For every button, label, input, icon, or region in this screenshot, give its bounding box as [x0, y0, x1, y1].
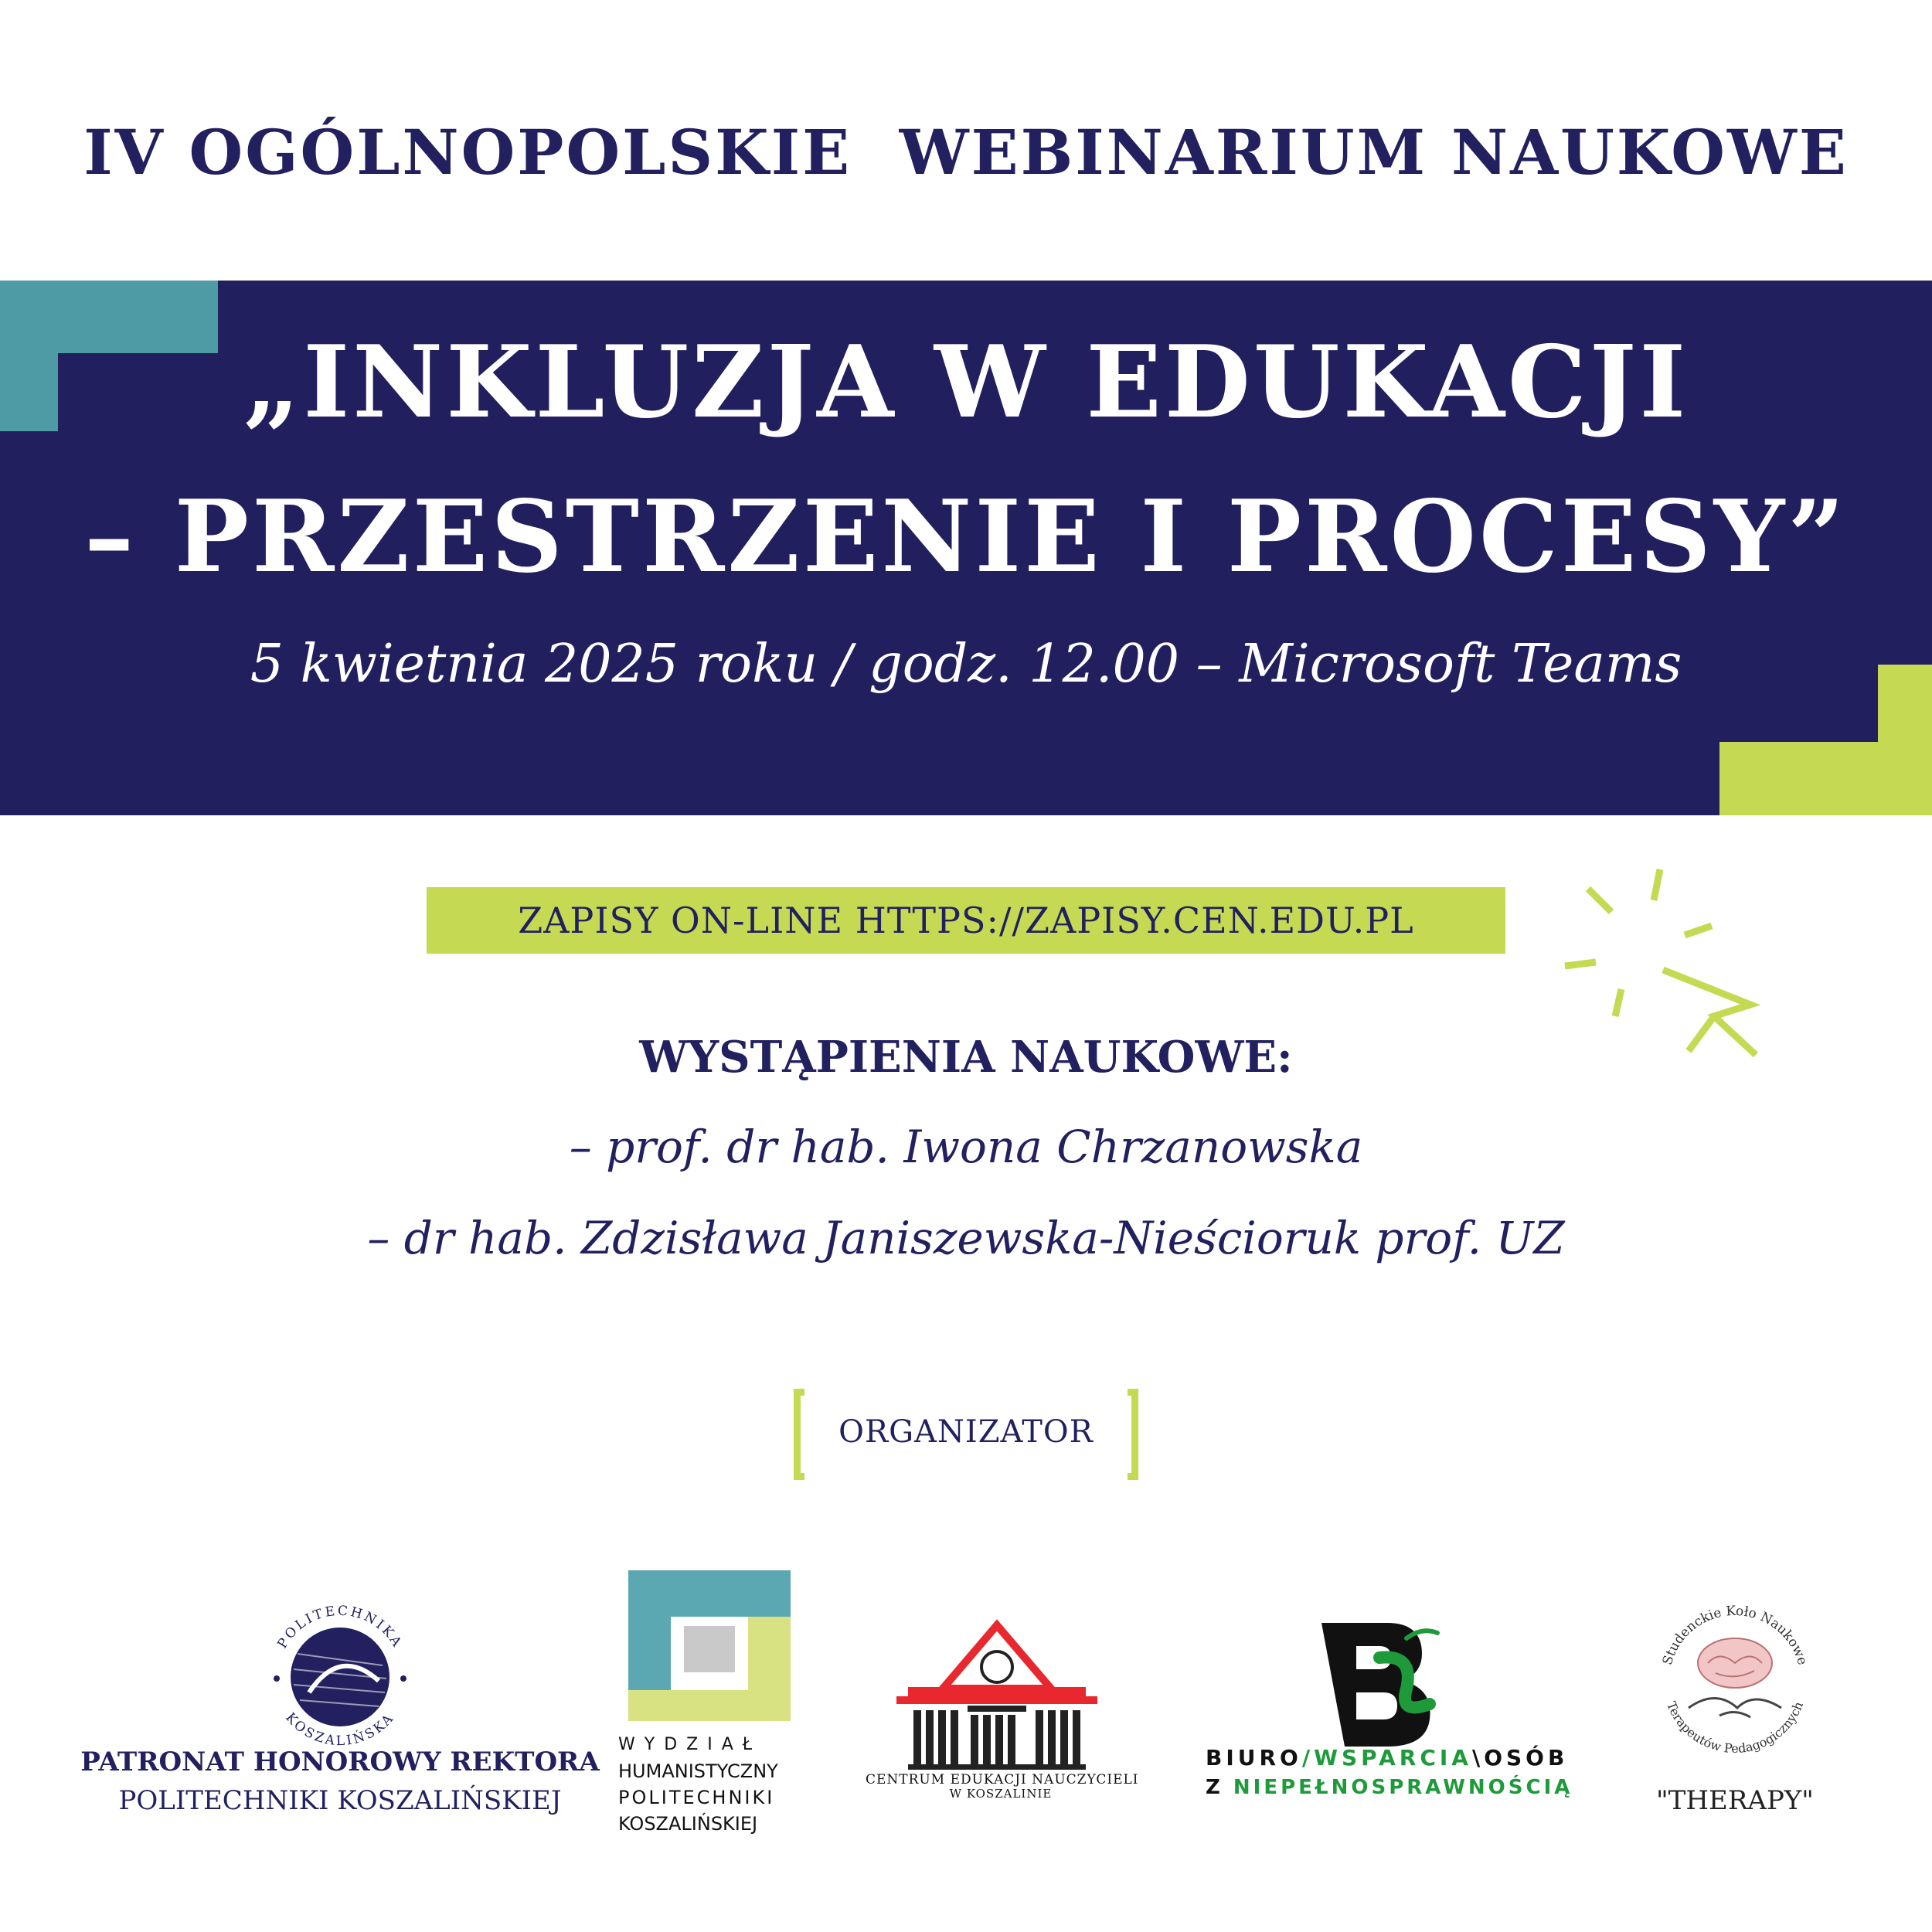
registration-link-box[interactable]	[427, 887, 1505, 954]
wydzial-caption-line3: POLITECHNIKI	[618, 1787, 775, 1808]
cen-caption-line1: CENTRUM EDUKACJI NAUCZYCIELI	[866, 1772, 1139, 1787]
svg-text:Studenckie Koło Naukowe: Studenckie Koło Naukowe	[1659, 1603, 1811, 1667]
organizer-label: ORGANIZATOR	[838, 1414, 1094, 1450]
pk-patronage-caption-line2: POLITECHNIKI KOSZALIŃSKIEJ	[118, 1785, 562, 1816]
therapy-club-logo	[1646, 1592, 1824, 1770]
bwon-caption-line2	[1206, 1776, 1573, 1799]
pk-patronage-caption-line1: PATRONAT HONOROWY REKTORA	[80, 1747, 600, 1777]
svg-text:POLITECHNIKA: POLITECHNIKA	[274, 1603, 406, 1651]
bwon-word: Z	[1206, 1776, 1223, 1799]
svg-text:KOSZALIŃSKA: KOSZALIŃSKA	[282, 1709, 398, 1750]
wydzial-caption-line4: KOSZALIŃSKIEJ	[618, 1813, 758, 1835]
bwon-word: NIEPEŁNOSPRAWNOŚCIĄ	[1233, 1776, 1573, 1799]
event-date-time: 5 kwietnia 2025 roku / godz. 12.00 – Microsoft Teams	[250, 634, 1682, 695]
bwon-logo	[1314, 1611, 1445, 1750]
bwon-word: BIURO	[1206, 1745, 1302, 1770]
wydzial-caption-line2: HUMANISTYCZNY	[618, 1760, 778, 1782]
bwon-word: WSPARCIA	[1314, 1745, 1472, 1770]
speeches-heading: WYSTĄPIENIA NAUKOWE:	[639, 1032, 1293, 1083]
event-title-line2: – PRZESTRZENIE I PROCESY”	[84, 479, 1848, 595]
svg-text:Terapeutów Pedagogicznych: Terapeutów Pedagogicznych	[1663, 1699, 1807, 1757]
therapy-caption: "THERAPY"	[1656, 1785, 1814, 1816]
speaker-item: – prof. dr hab. Iwona Chrzanowska	[569, 1121, 1363, 1173]
wydzial-caption-line1: WYDZIAŁ	[618, 1735, 762, 1754]
bracket-right-decoration	[1128, 1389, 1138, 1480]
politechnika-koszalinska-logo	[255, 1592, 425, 1762]
bwon-separator: /	[1301, 1745, 1315, 1770]
cen-caption-line2: W KOSZALINIE	[949, 1787, 1053, 1801]
bwon-caption-line1	[1206, 1745, 1569, 1770]
event-title-line1: „INKLUZJA W EDUKACJI	[243, 325, 1689, 440]
wydzial-humanistyczny-logo	[628, 1570, 791, 1721]
bwon-word: OSÓB	[1484, 1745, 1569, 1770]
cen-koszalin-logo	[896, 1619, 1097, 1774]
bwon-separator: \	[1471, 1745, 1485, 1770]
page-supertitle: IV OGÓLNOPOLSKIE WEBINARIUM NAUKOWE	[83, 116, 1849, 189]
registration-link[interactable]: ZAPISY ON-LINE HTTPS://ZAPISY.CEN.EDU.PL	[518, 900, 1414, 941]
speaker-item: – dr hab. Zdzisława Janiszewska-Nieścioruk prof. UZ	[367, 1212, 1565, 1264]
